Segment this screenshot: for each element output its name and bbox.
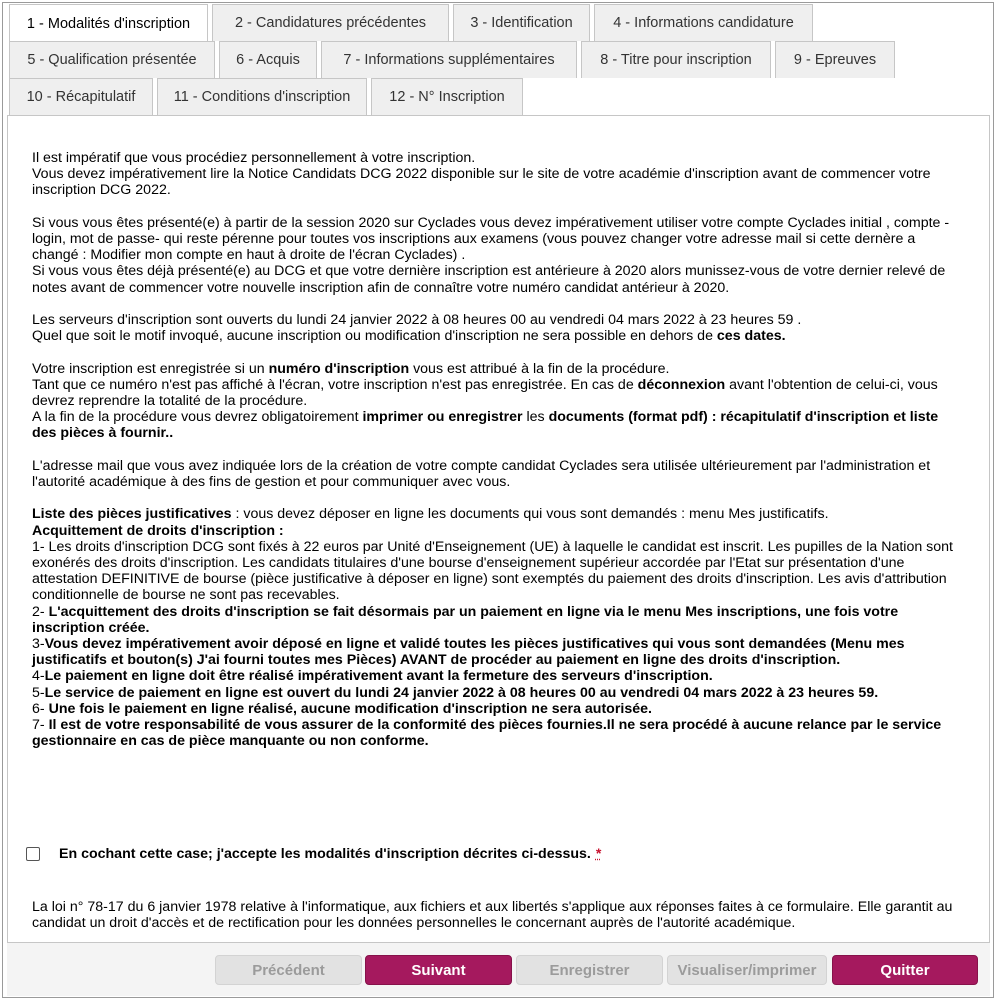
tab-acquis[interactable]: 6 - Acquis — [219, 41, 317, 78]
text-line: Quel que soit le motif invoqué, aucune inscription ou modification d'inscription ne sera possible en dehors de — [32, 328, 713, 345]
text-bold: imprimer ou enregistrer — [362, 409, 523, 426]
text-line: Votre inscription est enregistrée si un — [32, 360, 265, 377]
text-line: 1- Les droits d'inscription DCG sont fixés à 22 euros par Unité d'Enseignement (UE) à laquelle le candidat est inscrit. Les pupilles de la Nation sont exonérés des droits d'inscription. Les candidats titulaires d'une bourse d'enseignement supérieur accordée par l'Etat sur présentation d'une attestation DEFINITIVE de bourse (pièce justificative à déposer en ligne) sont exemptés du paiement des droits d'inscription. Les avis d'attribution conditionnelle de bourse ne sont pas recevables. — [32, 538, 953, 604]
tab-recapitulatif[interactable]: 10 - Récapitulatif — [9, 78, 153, 115]
text-bold: .. — [165, 425, 174, 442]
text-bold: Vous devez impérativement avoir déposé en ligne et validé toutes les pièces justificatives qui vous sont demandées (Menu mes justificatifs et bouton(s) J'ai fourni toutes mes Pièces) AVANT de procéder au paiement en ligne des droits d'inscription. — [32, 636, 905, 669]
text-bold: Liste des pièces justificatives — [32, 506, 232, 523]
tab-informations-candidature[interactable]: 4 - Informations candidature — [594, 4, 813, 41]
text-line: Il est impératif que vous procédiez personnellement à votre inscription. — [32, 150, 476, 166]
accept-conditions-row — [26, 846, 601, 862]
text-line: les — [526, 409, 545, 426]
paragraph-fees — [32, 506, 957, 749]
text-bold: numéro d'inscription — [268, 360, 410, 377]
previous-button[interactable]: Précédent — [215, 955, 362, 985]
print-button[interactable]: Visualiser/imprimer — [667, 955, 827, 985]
paragraph-email — [32, 458, 957, 490]
text-line: Vous devez impérativement lire la Notice Candidats DCG 2022 disponible sur le site de votre académie d'inscription avant de commencer votre inscription DCG 2022. — [32, 166, 931, 199]
save-button[interactable]: Enregistrer — [516, 955, 663, 985]
text-bold: Le paiement en ligne doit être réalisé impérativement avant la fermeture des serveurs d'inscription. — [44, 668, 713, 685]
tab-epreuves[interactable]: 9 - Epreuves — [775, 41, 895, 78]
text-line: Les serveurs d'inscription sont ouverts du lundi 24 janvier 2022 à 08 heures 00 au vendredi 04 mars 2022 à 23 heures 59 . — [32, 312, 802, 328]
text-line: Si vous vous êtes présenté(e) à partir de la session 2020 sur Cyclades vous devez impérativement utiliser votre compte Cyclades initial , compte - login, mot de passe- qui reste pérenne pour toutes vos inscriptions aux examens (vous pouvez changer votre adresse mail si cette dernère a changé : Modifier mon compte en haut à droite de l'écran Cyclades) . — [32, 214, 950, 264]
tab-informations-supplementaires[interactable]: 7 - Informations supplémentaires — [321, 41, 577, 78]
tab-row-1 — [9, 4, 817, 41]
button-bar — [7, 943, 990, 996]
paragraph-intro — [32, 150, 957, 199]
paragraph-cyclades-account — [32, 215, 957, 296]
text-line: A la fin de la procédure vous devrez obligatoirement — [32, 409, 359, 426]
tab-modalites[interactable]: 1 - Modalités d'inscription — [9, 4, 208, 42]
tab-conditions-inscription[interactable]: 11 - Conditions d'inscription — [157, 78, 367, 115]
text-bold: déconnexion — [637, 376, 726, 393]
text-line: 2- — [32, 603, 45, 620]
text-line: avant l'obtention de celui-ci, vous devrez reprendre la totalité de la procédure. — [32, 376, 938, 409]
tab-candidatures-precedentes[interactable]: 2 - Candidatures précédentes — [212, 4, 449, 41]
text-bold: Acquittement de droits d'inscription : — [32, 522, 284, 539]
tab-titre-inscription[interactable]: 8 - Titre pour inscription — [581, 41, 771, 78]
text-line: : vous devez déposer en ligne les documents qui vous sont demandés : menu Mes justificatifs. — [235, 506, 829, 523]
text-line: Tant que ce numéro n'est pas affiché à l'écran, votre inscription n'est pas enregistrée. En cas de — [32, 376, 634, 393]
text-bold: Une fois le paiement en ligne réalisé, aucune modification d'inscription ne sera autorisée. — [48, 700, 652, 717]
text-bold: L'acquittement des droits d'inscription se fait désormais par un paiement en ligne via le menu Mes inscriptions, une fois votre inscription créée. — [32, 603, 899, 636]
text-bold: documents (format pdf) : récapitulatif d'inscription et liste des pièces à fournir — [32, 409, 939, 442]
legal-notice: La loi n° 78-17 du 6 janvier 1978 relative à l'informatique, aux fichiers et aux libertés s'applique aux réponses faites à ce formulaire. Elle garantit au candidat un droit d'accès et de rectification pour les données personnelles le concernant auprès de l'autorité académique. — [32, 899, 953, 932]
accept-checkbox[interactable] — [26, 847, 40, 861]
text-line: 7- — [32, 717, 45, 734]
text-line: 5- — [32, 684, 45, 701]
text-bold: Le service de paiement en ligne est ouvert du lundi 24 janvier 2022 à 08 heures 00 au vendredi 04 mars 2022 à 23 heures 59. — [44, 684, 879, 701]
tab-numero-inscription[interactable]: 12 - N° Inscription — [371, 78, 523, 115]
next-button[interactable]: Suivant — [365, 955, 512, 985]
text-line: L'adresse mail que vous avez indiquée lors de la création de votre compte candidat Cyclades sera utilisée ultérieurement par l'administration et l'autorité académique à des fins de gestion et pour communiquer avec vous. — [32, 457, 931, 490]
text-bold: ces dates. — [716, 328, 786, 345]
tab-qualification[interactable]: 5 - Qualification présentée — [9, 41, 215, 78]
text-bold: Il est de votre responsabilité de vous assurer de la conformité des pièces fournies.Il ne sera procédé à aucune relance par le service gestionnaire en cas de pièce manquante ou non conforme. — [32, 717, 942, 750]
text-line: 3- — [32, 636, 45, 653]
paragraph-registration-number — [32, 361, 957, 442]
accept-label[interactable]: En cochant cette case; j'accepte les modalités d'inscription décrites ci-dessus. — [59, 846, 591, 862]
required-marker: * — [595, 846, 602, 862]
tab-row-2 — [9, 41, 899, 78]
text-line: 6- — [32, 700, 45, 717]
tab-row-3 — [9, 78, 527, 115]
tab-bar — [9, 4, 989, 117]
paragraph-server-dates — [32, 312, 957, 344]
text-line: Si vous vous êtes déjà présenté(e) au DCG et que votre dernière inscription est antérieure à 2020 alors munissez-vous de votre dernier relevé de notes avant de commencer votre nouvelle inscription afin de connaître votre numéro candidat antérieur à 2020. — [32, 263, 946, 296]
text-line: vous est attribué à la fin de la procédure. — [413, 360, 670, 377]
tab-identification[interactable]: 3 - Identification — [453, 4, 590, 41]
text-line: 4- — [32, 668, 45, 685]
quit-button[interactable]: Quitter — [832, 955, 978, 985]
instructions-text — [32, 150, 957, 766]
